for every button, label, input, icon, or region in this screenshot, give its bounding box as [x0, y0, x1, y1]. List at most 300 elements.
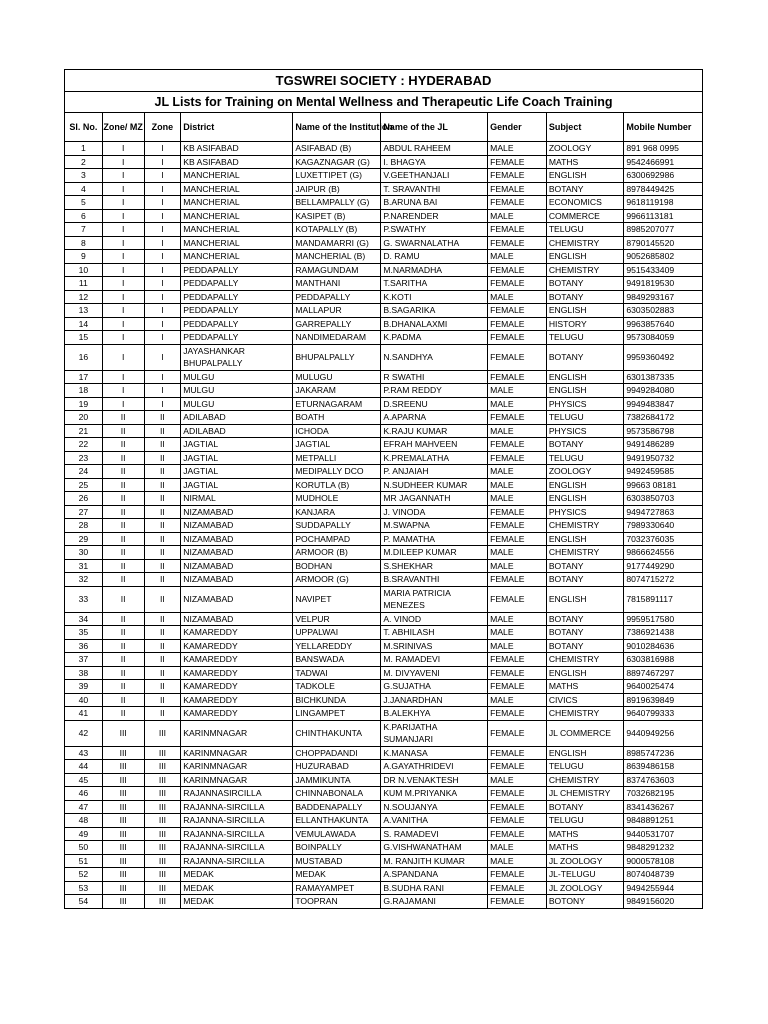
subject-cell: CHEMISTRY	[546, 546, 624, 560]
subject-cell: ENGLISH	[546, 169, 624, 183]
zone-cell: I	[144, 317, 181, 331]
district-cell: MULGU	[181, 397, 293, 411]
district-cell: ADILABAD	[181, 424, 293, 438]
institution-cell: MULUGU	[293, 370, 381, 384]
header-jl-name: Name of the JL	[381, 113, 488, 142]
zone-mz-cell: II	[102, 612, 144, 626]
table-row	[65, 277, 703, 291]
zone-cell: I	[144, 304, 181, 318]
mobile-cell: 6303850703	[624, 492, 703, 506]
district-cell: JAGTIAL	[181, 438, 293, 452]
sl-no-cell: 36	[65, 639, 103, 653]
jl-name-cell: M. RAMADEVI	[381, 653, 488, 667]
subject-cell: TELUGU	[546, 331, 624, 345]
district-cell: KAMAREDDY	[181, 626, 293, 640]
subject-cell: BOTANY	[546, 626, 624, 640]
subject-cell: ENGLISH	[546, 666, 624, 680]
jl-name-cell: K.KOTI	[381, 290, 488, 304]
table-row	[65, 666, 703, 680]
district-cell: MEDAK	[181, 868, 293, 882]
zone-cell: III	[144, 827, 181, 841]
table-row	[65, 573, 703, 587]
subject-cell: PHYSICS	[546, 505, 624, 519]
district-cell: MANCHERIAL	[181, 196, 293, 210]
subject-cell: BOTONY	[546, 895, 624, 909]
district-cell: PEDDAPALLY	[181, 263, 293, 277]
district-cell: KB ASIFABAD	[181, 142, 293, 156]
table-body	[65, 142, 703, 909]
jl-name-cell: K.PARIJATHA SUMANJARI	[381, 720, 488, 746]
subject-cell: BOTANY	[546, 612, 624, 626]
district-cell: KAMAREDDY	[181, 693, 293, 707]
jl-name-cell: K.PADMA	[381, 331, 488, 345]
institution-cell: MUSTABAD	[293, 854, 381, 868]
subject-cell: TELUGU	[546, 814, 624, 828]
table-row	[65, 881, 703, 895]
mobile-cell: 9491486289	[624, 438, 703, 452]
mobile-cell: 9177449290	[624, 559, 703, 573]
zone-mz-cell: I	[102, 236, 144, 250]
subject-cell: MATHS	[546, 155, 624, 169]
zone-mz-cell: I	[102, 384, 144, 398]
gender-cell: FEMALE	[488, 451, 547, 465]
jl-name-cell: P. ANJAIAH	[381, 465, 488, 479]
zone-cell: II	[144, 586, 181, 612]
jl-name-cell: A.SPANDANA	[381, 868, 488, 882]
mobile-cell: 9966113181	[624, 209, 703, 223]
district-cell: PEDDAPALLY	[181, 304, 293, 318]
table-row	[65, 787, 703, 801]
zone-mz-cell: I	[102, 209, 144, 223]
zone-mz-cell: III	[102, 881, 144, 895]
jl-name-cell: D.SREENU	[381, 397, 488, 411]
sl-no-cell: 40	[65, 693, 103, 707]
sl-no-cell: 32	[65, 573, 103, 587]
subject-cell: CHEMISTRY	[546, 773, 624, 787]
sl-no-cell: 21	[65, 424, 103, 438]
institution-cell: LINGAMPET	[293, 707, 381, 721]
sl-no-cell: 5	[65, 196, 103, 210]
zone-cell: II	[144, 424, 181, 438]
table-row	[65, 680, 703, 694]
gender-cell: FEMALE	[488, 573, 547, 587]
gender-cell: MALE	[488, 546, 547, 560]
zone-cell: II	[144, 680, 181, 694]
jl-name-cell: B.DHANALAXMI	[381, 317, 488, 331]
mobile-cell: 9848891251	[624, 814, 703, 828]
gender-cell: FEMALE	[488, 787, 547, 801]
district-cell: RAJANNA-SIRCILLA	[181, 854, 293, 868]
zone-cell: I	[144, 344, 181, 370]
institution-cell: UPPALWAI	[293, 626, 381, 640]
district-cell: PEDDAPALLY	[181, 290, 293, 304]
zone-cell: I	[144, 250, 181, 264]
table-row	[65, 155, 703, 169]
mobile-cell: 9542466991	[624, 155, 703, 169]
institution-cell: CHINTHAKUNTA	[293, 720, 381, 746]
zone-cell: III	[144, 895, 181, 909]
district-cell: NIZAMABAD	[181, 532, 293, 546]
zone-mz-cell: II	[102, 451, 144, 465]
zone-cell: III	[144, 720, 181, 746]
gender-cell: FEMALE	[488, 438, 547, 452]
table-row	[65, 559, 703, 573]
zone-cell: III	[144, 800, 181, 814]
subject-cell: MATHS	[546, 827, 624, 841]
header-mobile: Mobile Number	[624, 113, 703, 142]
sl-no-cell: 24	[65, 465, 103, 479]
gender-cell: MALE	[488, 559, 547, 573]
mobile-cell: 891 968 0995	[624, 142, 703, 156]
subject-cell: BOTANY	[546, 277, 624, 291]
document-title: TGSWREI SOCIETY : HYDERABAD	[65, 70, 703, 92]
subject-cell: CHEMISTRY	[546, 236, 624, 250]
table-row	[65, 370, 703, 384]
zone-mz-cell: I	[102, 250, 144, 264]
zone-cell: II	[144, 492, 181, 506]
mobile-cell: 9573586798	[624, 424, 703, 438]
table-row	[65, 411, 703, 425]
table-row	[65, 209, 703, 223]
institution-cell: MANDAMARRI (G)	[293, 236, 381, 250]
jl-name-cell: N.SUDHEER KUMAR	[381, 478, 488, 492]
mobile-cell: 6301387335	[624, 370, 703, 384]
jl-name-cell: M.NARMADHA	[381, 263, 488, 277]
gender-cell: FEMALE	[488, 519, 547, 533]
institution-cell: POCHAMPAD	[293, 532, 381, 546]
header-district: District	[181, 113, 293, 142]
subject-cell: BOTANY	[546, 559, 624, 573]
jl-name-cell: D. RAMU	[381, 250, 488, 264]
institution-cell: LUXETTIPET (G)	[293, 169, 381, 183]
jl-name-cell: ABDUL RAHEEM	[381, 142, 488, 156]
jl-name-cell: K.PREMALATHA	[381, 451, 488, 465]
zone-cell: I	[144, 236, 181, 250]
zone-cell: I	[144, 370, 181, 384]
zone-mz-cell: II	[102, 546, 144, 560]
zone-cell: I	[144, 223, 181, 237]
subject-cell: TELUGU	[546, 411, 624, 425]
zone-cell: I	[144, 209, 181, 223]
sl-no-cell: 1	[65, 142, 103, 156]
subject-cell: ZOOLOGY	[546, 142, 624, 156]
subject-cell: CIVICS	[546, 693, 624, 707]
district-cell: PEDDAPALLY	[181, 331, 293, 345]
zone-cell: III	[144, 881, 181, 895]
sl-no-cell: 20	[65, 411, 103, 425]
district-cell: NIZAMABAD	[181, 505, 293, 519]
mobile-cell: 9515433409	[624, 263, 703, 277]
zone-mz-cell: II	[102, 411, 144, 425]
mobile-cell: 9849293167	[624, 290, 703, 304]
jl-name-cell: B.SRAVANTHI	[381, 573, 488, 587]
gender-cell: FEMALE	[488, 411, 547, 425]
table-row	[65, 707, 703, 721]
institution-cell: BICHKUNDA	[293, 693, 381, 707]
subject-cell: COMMERCE	[546, 209, 624, 223]
zone-mz-cell: II	[102, 438, 144, 452]
jl-name-cell: R SWATHI	[381, 370, 488, 384]
district-cell: NIZAMABAD	[181, 586, 293, 612]
gender-cell: MALE	[488, 773, 547, 787]
district-cell: MANCHERIAL	[181, 236, 293, 250]
gender-cell: MALE	[488, 384, 547, 398]
district-cell: KAMAREDDY	[181, 639, 293, 653]
gender-cell: FEMALE	[488, 317, 547, 331]
district-cell: MULGU	[181, 370, 293, 384]
mobile-cell: 9010284636	[624, 639, 703, 653]
table-row	[65, 384, 703, 398]
institution-cell: ARMOOR (B)	[293, 546, 381, 560]
jl-name-cell: N.SANDHYA	[381, 344, 488, 370]
institution-cell: GARREPALLY	[293, 317, 381, 331]
district-cell: RAJANNA-SIRCILLA	[181, 814, 293, 828]
sl-no-cell: 51	[65, 854, 103, 868]
mobile-cell: 7032682195	[624, 787, 703, 801]
institution-cell: CHINNABONALA	[293, 787, 381, 801]
subject-cell: ENGLISH	[546, 746, 624, 760]
zone-cell: II	[144, 546, 181, 560]
subject-cell: ECONOMICS	[546, 196, 624, 210]
sl-no-cell: 44	[65, 760, 103, 774]
mobile-cell: 8341436267	[624, 800, 703, 814]
table-row	[65, 505, 703, 519]
table-row	[65, 693, 703, 707]
sl-no-cell: 53	[65, 881, 103, 895]
zone-mz-cell: II	[102, 519, 144, 533]
sl-no-cell: 30	[65, 546, 103, 560]
institution-cell: MANCHERIAL (B)	[293, 250, 381, 264]
institution-cell: ASIFABAD (B)	[293, 142, 381, 156]
zone-cell: II	[144, 478, 181, 492]
jl-name-cell: MR JAGANNATH	[381, 492, 488, 506]
zone-cell: I	[144, 142, 181, 156]
mobile-cell: 6303502883	[624, 304, 703, 318]
gender-cell: MALE	[488, 424, 547, 438]
institution-cell: KANJARA	[293, 505, 381, 519]
jl-name-cell: P.SWATHY	[381, 223, 488, 237]
jl-name-cell: I. BHAGYA	[381, 155, 488, 169]
district-cell: MANCHERIAL	[181, 223, 293, 237]
zone-mz-cell: I	[102, 155, 144, 169]
jl-name-cell: S.SHEKHAR	[381, 559, 488, 573]
sl-no-cell: 39	[65, 680, 103, 694]
zone-cell: I	[144, 155, 181, 169]
institution-cell: BOATH	[293, 411, 381, 425]
zone-mz-cell: II	[102, 573, 144, 587]
gender-cell: FEMALE	[488, 814, 547, 828]
mobile-cell: 9866624556	[624, 546, 703, 560]
mobile-cell: 9949284080	[624, 384, 703, 398]
mobile-cell: 9494727863	[624, 505, 703, 519]
table-row	[65, 746, 703, 760]
zone-cell: III	[144, 746, 181, 760]
gender-cell: MALE	[488, 142, 547, 156]
sl-no-cell: 16	[65, 344, 103, 370]
zone-cell: III	[144, 868, 181, 882]
jl-name-cell: V.GEETHANJALI	[381, 169, 488, 183]
sl-no-cell: 27	[65, 505, 103, 519]
subject-cell: MATHS	[546, 841, 624, 855]
sl-no-cell: 28	[65, 519, 103, 533]
subject-cell: BOTANY	[546, 290, 624, 304]
mobile-cell: 8074048739	[624, 868, 703, 882]
sl-no-cell: 23	[65, 451, 103, 465]
sl-no-cell: 2	[65, 155, 103, 169]
sl-no-cell: 9	[65, 250, 103, 264]
subject-cell: BOTANY	[546, 438, 624, 452]
jl-name-cell: S. RAMADEVI	[381, 827, 488, 841]
subject-cell: JL CHEMISTRY	[546, 787, 624, 801]
gender-cell: FEMALE	[488, 155, 547, 169]
zone-mz-cell: I	[102, 169, 144, 183]
institution-cell: ICHODA	[293, 424, 381, 438]
zone-mz-cell: I	[102, 142, 144, 156]
jl-name-cell: G. SWARNALATHA	[381, 236, 488, 250]
sl-no-cell: 31	[65, 559, 103, 573]
district-cell: KARINMNAGAR	[181, 773, 293, 787]
gender-cell: FEMALE	[488, 746, 547, 760]
gender-cell: FEMALE	[488, 881, 547, 895]
subject-cell: CHEMISTRY	[546, 707, 624, 721]
gender-cell: MALE	[488, 841, 547, 855]
gender-cell: FEMALE	[488, 277, 547, 291]
institution-cell: YELLAREDDY	[293, 639, 381, 653]
zone-cell: II	[144, 653, 181, 667]
zone-mz-cell: II	[102, 559, 144, 573]
institution-cell: TOOPRAN	[293, 895, 381, 909]
gender-cell: FEMALE	[488, 895, 547, 909]
sl-no-cell: 46	[65, 787, 103, 801]
sl-no-cell: 33	[65, 586, 103, 612]
zone-cell: II	[144, 451, 181, 465]
zone-cell: I	[144, 290, 181, 304]
district-cell: JAGTIAL	[181, 465, 293, 479]
sl-no-cell: 38	[65, 666, 103, 680]
mobile-cell: 8978449425	[624, 182, 703, 196]
sl-no-cell: 25	[65, 478, 103, 492]
jl-name-cell: A.VANITHA	[381, 814, 488, 828]
zone-mz-cell: III	[102, 841, 144, 855]
mobile-cell: 7815891117	[624, 586, 703, 612]
table-row	[65, 397, 703, 411]
district-cell: MEDAK	[181, 881, 293, 895]
gender-cell: MALE	[488, 626, 547, 640]
zone-mz-cell: III	[102, 787, 144, 801]
mobile-cell: 9573084059	[624, 331, 703, 345]
subject-cell: TELUGU	[546, 451, 624, 465]
jl-name-cell: G.RAJAMANI	[381, 895, 488, 909]
zone-mz-cell: III	[102, 814, 144, 828]
sl-no-cell: 22	[65, 438, 103, 452]
gender-cell: FEMALE	[488, 666, 547, 680]
gender-cell: MALE	[488, 854, 547, 868]
subject-cell: JL COMMERCE	[546, 720, 624, 746]
institution-cell: JAGTIAL	[293, 438, 381, 452]
institution-cell: BOINPALLY	[293, 841, 381, 855]
document-subtitle: JL Lists for Training on Mental Wellness and Therapeutic Life Coach Training	[65, 92, 703, 113]
mobile-cell: 8639486158	[624, 760, 703, 774]
gender-cell: MALE	[488, 250, 547, 264]
institution-cell: HUZURABAD	[293, 760, 381, 774]
zone-cell: II	[144, 532, 181, 546]
zone-cell: II	[144, 573, 181, 587]
jl-name-cell: P.RAM REDDY	[381, 384, 488, 398]
table-row	[65, 465, 703, 479]
zone-cell: III	[144, 854, 181, 868]
table-row	[65, 895, 703, 909]
mobile-cell: 9963857640	[624, 317, 703, 331]
sl-no-cell: 37	[65, 653, 103, 667]
district-cell: KAMAREDDY	[181, 666, 293, 680]
gender-cell: FEMALE	[488, 707, 547, 721]
sl-no-cell: 42	[65, 720, 103, 746]
table-row	[65, 478, 703, 492]
institution-cell: RAMAGUNDAM	[293, 263, 381, 277]
mobile-cell: 9949483847	[624, 397, 703, 411]
institution-cell: ARMOOR (G)	[293, 573, 381, 587]
district-cell: RAJANNA-SIRCILLA	[181, 800, 293, 814]
subject-cell: ENGLISH	[546, 586, 624, 612]
mobile-cell: 9849156020	[624, 895, 703, 909]
district-cell: MANCHERIAL	[181, 250, 293, 264]
gender-cell: MALE	[488, 639, 547, 653]
zone-cell: II	[144, 438, 181, 452]
sl-no-cell: 11	[65, 277, 103, 291]
subject-cell: JL-TELUGU	[546, 868, 624, 882]
zone-mz-cell: II	[102, 693, 144, 707]
zone-mz-cell: I	[102, 223, 144, 237]
district-cell: KAMAREDDY	[181, 680, 293, 694]
district-cell: KARINMNAGAR	[181, 760, 293, 774]
zone-mz-cell: I	[102, 196, 144, 210]
sl-no-cell: 26	[65, 492, 103, 506]
institution-cell: MUDHOLE	[293, 492, 381, 506]
subject-cell: BOTANY	[546, 344, 624, 370]
zone-cell: II	[144, 519, 181, 533]
table-row	[65, 868, 703, 882]
table-row	[65, 519, 703, 533]
jl-name-cell: B.ALEKHYA	[381, 707, 488, 721]
mobile-cell: 9848291232	[624, 841, 703, 855]
table-row	[65, 814, 703, 828]
zone-cell: I	[144, 384, 181, 398]
sl-no-cell: 41	[65, 707, 103, 721]
sl-no-cell: 15	[65, 331, 103, 345]
subject-cell: CHEMISTRY	[546, 653, 624, 667]
zone-mz-cell: II	[102, 626, 144, 640]
mobile-cell: 9492459585	[624, 465, 703, 479]
gender-cell: FEMALE	[488, 653, 547, 667]
zone-cell: II	[144, 626, 181, 640]
institution-cell: BADDENAPALLY	[293, 800, 381, 814]
mobile-cell: 8790145520	[624, 236, 703, 250]
zone-cell: II	[144, 505, 181, 519]
header-gender: Gender	[488, 113, 547, 142]
jl-name-cell: M.SWAPNA	[381, 519, 488, 533]
mobile-cell: 9052685802	[624, 250, 703, 264]
mobile-cell: 6300692986	[624, 169, 703, 183]
table-row	[65, 290, 703, 304]
zone-cell: I	[144, 169, 181, 183]
jl-name-cell: K.RAJU KUMAR	[381, 424, 488, 438]
institution-cell: TADWAI	[293, 666, 381, 680]
zone-cell: III	[144, 841, 181, 855]
jl-name-cell: KUM M.PRIYANKA	[381, 787, 488, 801]
gender-cell: FEMALE	[488, 223, 547, 237]
sl-no-cell: 48	[65, 814, 103, 828]
gender-cell: FEMALE	[488, 827, 547, 841]
